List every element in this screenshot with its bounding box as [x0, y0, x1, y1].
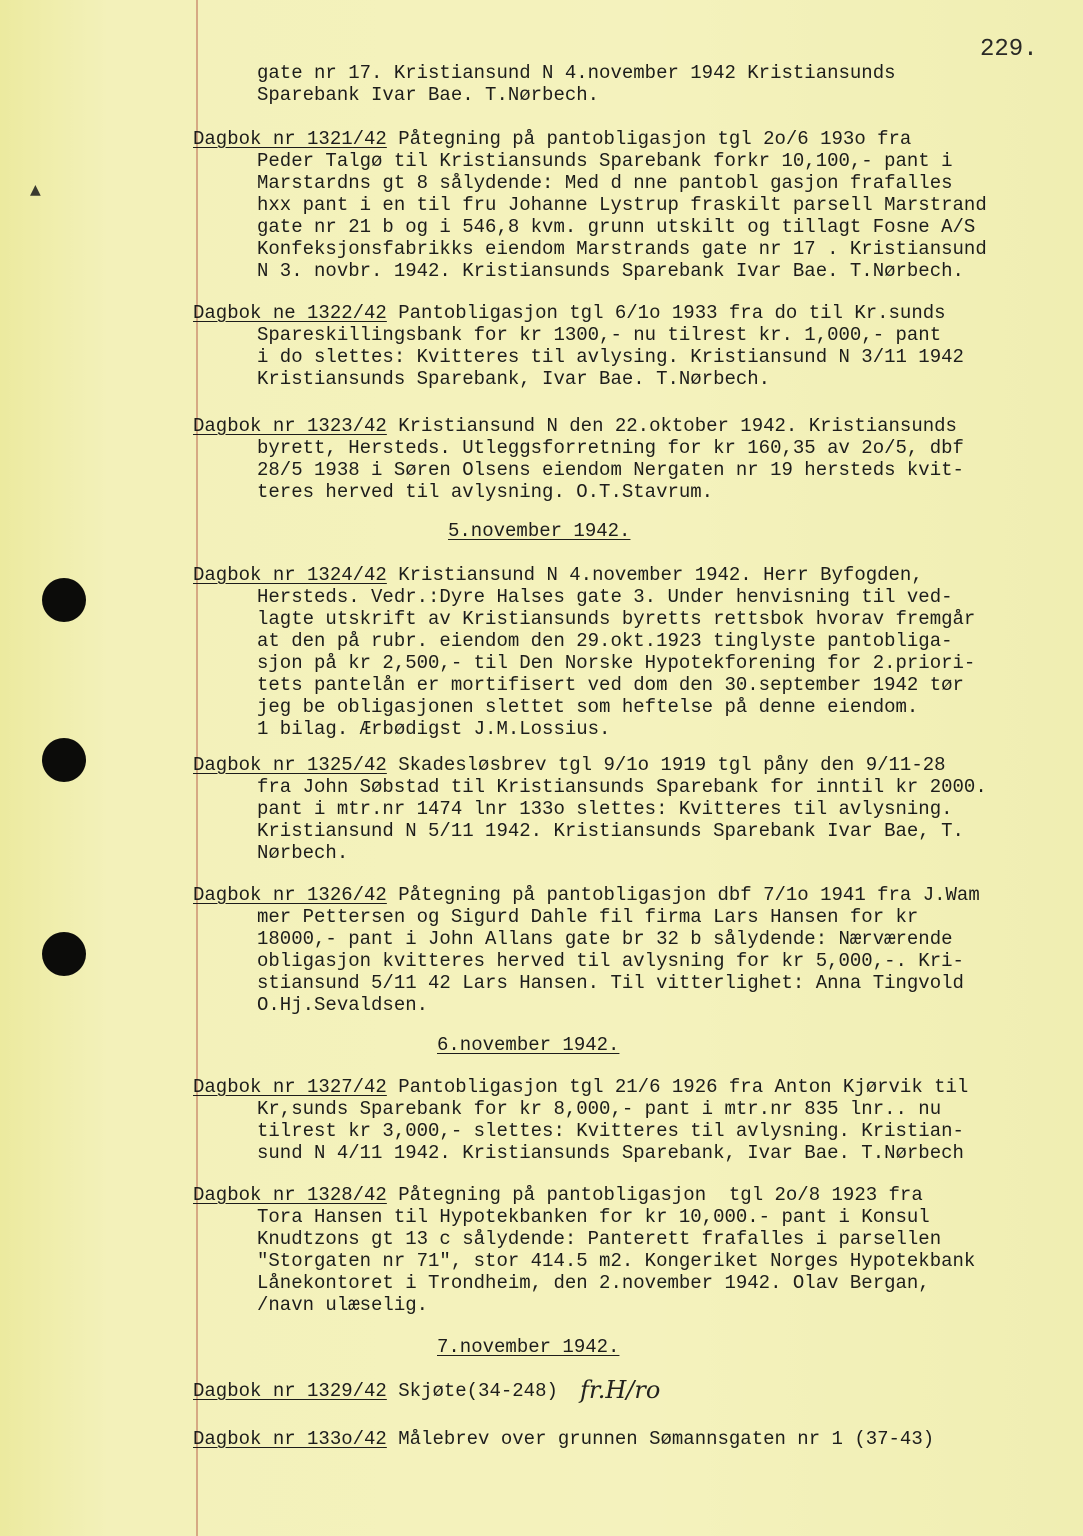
handwritten-note: fr.H/ro [580, 1376, 661, 1404]
page-number: 229. [980, 36, 1038, 63]
entry-line: sund N 4/11 1942. Kristiansunds Sparebank, Ivar Bae. T.Nørbech [257, 1142, 964, 1164]
entry-line: sjon på kr 2,500,- til Den Norske Hypotekforening for 2.priori- [257, 652, 976, 674]
entry-line: "Storgaten nr 71", stor 414.5 m2. Kongeriket Norges Hypotekbank [257, 1250, 976, 1272]
entry-line: /navn ulæselig. [257, 1294, 429, 1316]
entry-1327: Dagbok nr 1327/42 Pantobligasjon tgl 21/6 1926 fra Anton Kjørvik til [193, 1076, 969, 1098]
entry-line: mer Pettersen og Sigurd Dahle fil firma Lars Hansen for kr [257, 906, 919, 928]
entry-1326: Dagbok nr 1326/42 Påtegning på pantobligasjon dbf 7/1o 1941 fra J.Wam [193, 884, 980, 906]
entry-line: tets pantelån er mortifisert ved dom den 30.september 1942 tør [257, 674, 964, 696]
entry-line: byrett, Hersteds. Utleggsforretning for kr 160,35 av 2o/5, dbf [257, 437, 964, 459]
entry-line: Nørbech. [257, 842, 349, 864]
entry-line: 28/5 1938 i Søren Olsens eiendom Nergaten nr 19 hersteds kvit- [257, 459, 964, 481]
entry-line: Knudtzons gt 13 c sålydende: Panterett frafalles i parsellen [257, 1228, 942, 1250]
entry-ref: Dagbok nr 1325/42 [193, 754, 387, 776]
entry-ref: Dagbok nr 1327/42 [193, 1076, 387, 1098]
entry-line: 1 bilag. Ærbødigst J.M.Lossius. [257, 718, 611, 740]
entry-line: pant i mtr.nr 1474 lnr 133o slettes: Kvitteres til avlysning. [257, 798, 953, 820]
date-heading: 7.november 1942. [437, 1336, 620, 1358]
entry-1330: Dagbok nr 133o/42 Målebrev over grunnen Sømannsgaten nr 1 (37-43) [193, 1428, 935, 1450]
entry-1321: Dagbok nr 1321/42 Påtegning på pantobligasjon tgl 2o/6 193o fra [193, 128, 912, 150]
entry-line: obligasjon kvitteres herved til avlysning for kr 5,000,-. Kri- [257, 950, 964, 972]
entry-ref: Dagbok nr 1324/42 [193, 564, 387, 586]
entry-line: stiansund 5/11 42 Lars Hansen. Til vitterlighet: Anna Tingvold [257, 972, 964, 994]
entry-line: fra John Søbstad til Kristiansunds Sparebank for inntil kr 2000. [257, 776, 987, 798]
entry-line: gate nr 21 b og i 546,8 kvm. grunn utskilt og tillagt Fosne A/S [257, 216, 976, 238]
entry-line: 18000,- pant i John Allans gate br 32 b sålydende: Nærværende [257, 928, 953, 950]
entry-1324: Dagbok nr 1324/42 Kristiansund N 4.november 1942. Herr Byfogden, [193, 564, 923, 586]
punch-hole-icon [42, 578, 86, 622]
margin-mark-icon: ▲ [30, 182, 41, 198]
entry-line: Lånekontoret i Trondheim, den 2.november 1942. Olav Bergan, [257, 1272, 930, 1294]
entry-line: O.Hj.Sevaldsen. [257, 994, 429, 1016]
entry-line: tilrest kr 3,000,- slettes: Kvitteres til avlysning. Kristian- [257, 1120, 964, 1142]
entry-line: i do slettes: Kvitteres til avlysing. Kristiansund N 3/11 1942 [257, 346, 964, 368]
entry-line: teres herved til avlysning. O.T.Stavrum. [257, 481, 714, 503]
entry-line: Kristiansunds Sparebank, Ivar Bae. T.Nørbech. [257, 368, 771, 390]
entry-ref: Dagbok nr 1329/42 [193, 1380, 387, 1402]
entry-line: Hersteds. Vedr.:Dyre Halses gate 3. Under henvisning til ved- [257, 586, 953, 608]
entry-line: at den på rubr. eiendom den 29.okt.1923 tinglyste pantobliga- [257, 630, 953, 652]
entry-line: Peder Talgø til Kristiansunds Sparebank forkr 10,100,- pant i [257, 150, 953, 172]
date-heading: 6.november 1942. [437, 1034, 620, 1056]
entry-line: Spareskillingsbank for kr 1300,- nu tilrest kr. 1,000,- pant [257, 324, 942, 346]
entry-ref: Dagbok ne 1322/42 [193, 302, 387, 324]
entry-ref: Dagbok nr 1326/42 [193, 884, 387, 906]
entry-1329: Dagbok nr 1329/42 Skjøte(34-248) [193, 1380, 558, 1402]
entry-1322: Dagbok ne 1322/42 Pantobligasjon tgl 6/1o 1933 fra do til Kr.sunds [193, 302, 946, 324]
entry-line: N 3. novbr. 1942. Kristiansunds Sparebank Ivar Bae. T.Nørbech. [257, 260, 964, 282]
entry-ref: Dagbok nr 1323/42 [193, 415, 387, 437]
entry-line: lagte utskrift av Kristiansunds byretts rettsbok hvorav fremgår [257, 608, 976, 630]
entry-line: gate nr 17. Kristiansund N 4.november 1942 Kristiansunds [257, 62, 896, 84]
entry-line: Tora Hansen til Hypotekbanken for kr 10,000.- pant i Konsul [257, 1206, 930, 1228]
entry-line: Kr,sunds Sparebank for kr 8,000,- pant i mtr.nr 835 lnr.. nu [257, 1098, 942, 1120]
entry-ref: Dagbok nr 1328/42 [193, 1184, 387, 1206]
entry-line: Sparebank Ivar Bae. T.Nørbech. [257, 84, 600, 106]
entry-line: jeg be obligasjonen slettet som heftelse på denne eiendom. [257, 696, 919, 718]
punch-hole-icon [42, 932, 86, 976]
entry-1323: Dagbok nr 1323/42 Kristiansund N den 22.oktober 1942. Kristiansunds [193, 415, 957, 437]
entry-line: Konfeksjonsfabrikks eiendom Marstrands gate nr 17 . Kristiansund [257, 238, 987, 260]
entry-1325: Dagbok nr 1325/42 Skadesløsbrev tgl 9/1o 1919 tgl påny den 9/11-28 [193, 754, 946, 776]
entry-ref: Dagbok nr 133o/42 [193, 1428, 387, 1450]
entry-line: Marstardns gt 8 sålydende: Med d nne pantobl gasjon frafalles [257, 172, 953, 194]
entry-1328: Dagbok nr 1328/42 Påtegning på pantobligasjon tgl 2o/8 1923 fra [193, 1184, 923, 1206]
entry-ref: Dagbok nr 1321/42 [193, 128, 387, 150]
date-heading: 5.november 1942. [448, 520, 631, 542]
entry-line: hxx pant i en til fru Johanne Lystrup fraskilt parsell Marstrand [257, 194, 987, 216]
entry-line: Kristiansund N 5/11 1942. Kristiansunds Sparebank Ivar Bae, T. [257, 820, 964, 842]
punch-hole-icon [42, 738, 86, 782]
